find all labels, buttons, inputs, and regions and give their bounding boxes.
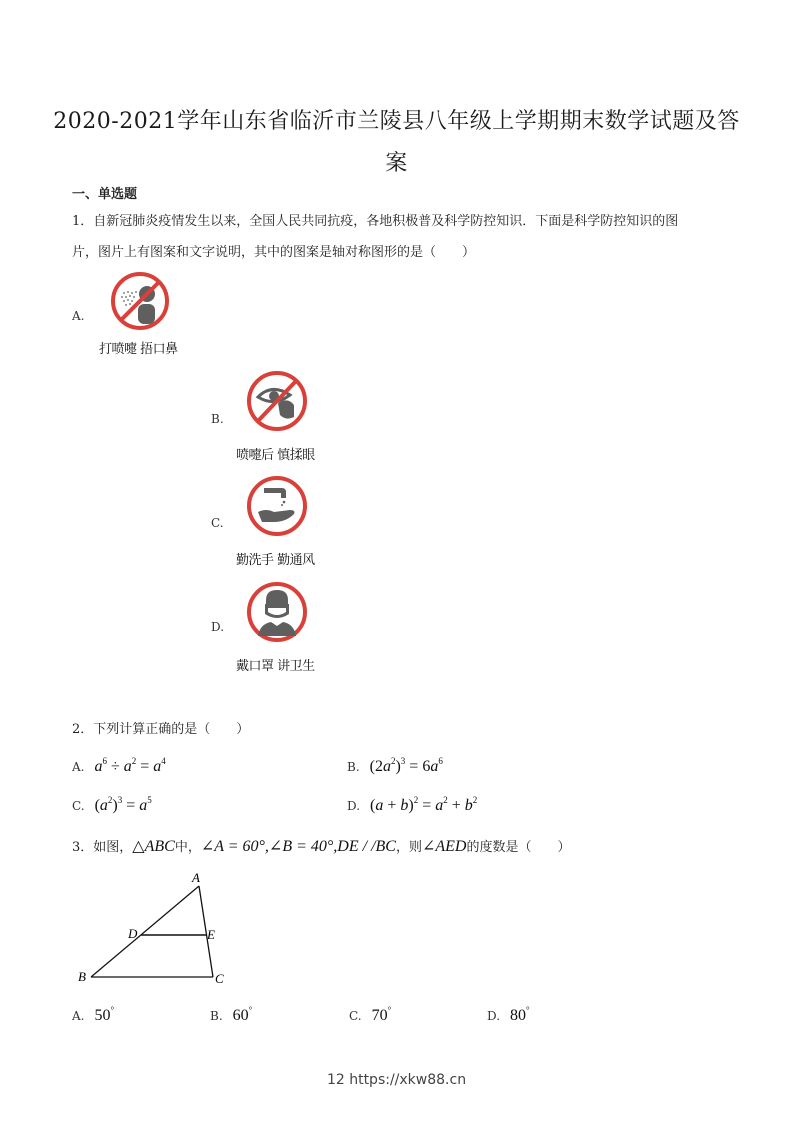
q3-option-c-label: C. (349, 1009, 362, 1023)
q1-option-d-label: D. (211, 620, 225, 634)
label-a: A (192, 870, 200, 885)
q1-option-b-label: B. (211, 412, 224, 426)
q2-option-d-expr: $(a + b)^2 = a^2 + b^2$ (370, 795, 478, 814)
q3-option-d (487, 1005, 530, 1025)
document-title-line2: 案 (385, 151, 408, 176)
q3-option-c-value: 70 (371, 1007, 388, 1024)
q1-option-d-caption: 戴口罩 讲卫生 (236, 659, 315, 674)
q2-option-c-expr: $(a^2)^3 = a^5$ (94, 795, 152, 814)
wash-hands-icon (244, 474, 310, 538)
q3-option-d-value: 80 (510, 1007, 527, 1024)
q2-option-c-label: C. (72, 799, 85, 813)
q3-option-a-label: A. (72, 1009, 85, 1023)
q3-option-c (349, 1005, 391, 1025)
q2-option-b-expr: $(2a^2)^3 = 6a^6$ (369, 756, 443, 775)
q2-option-a-expr: $a^6 \div a^2 = a^4$ (94, 756, 166, 775)
q2-option-b (347, 756, 443, 776)
q2-option-d-label: D. (347, 799, 361, 813)
document-title-line1: 2020-2021学年山东省临沂市兰陵县八年级上学期期末数学试题及答 (53, 109, 740, 134)
question-1-text-line2: 片，图片上有图案和文字说明，其中的图案是轴对称图形的是（ ） (72, 245, 476, 260)
question-1-text-line1: 1．自新冠肺炎疫情发生以来，全国人民共同抗疫，各地积极普及科学防控知识．下面是科学防控知识的图 (72, 214, 679, 229)
q3-option-a (72, 1005, 114, 1025)
q2-option-d (347, 795, 477, 815)
q1-option-a-label: A. (72, 309, 85, 323)
q3-text-suffix2: 的度数是（ ） (466, 840, 571, 855)
q2-option-a (72, 756, 166, 776)
degree-sign: ° (248, 1005, 253, 1015)
section-heading: 一、单选题 (72, 187, 138, 202)
label-c: C (215, 971, 224, 986)
page-footer: 12 https://xkw88.cn (326, 1072, 467, 1088)
label-d: D (128, 926, 138, 941)
q3-option-b-label: B. (210, 1009, 223, 1023)
degree-sign: ° (387, 1005, 392, 1015)
degree-sign: ° (526, 1005, 530, 1015)
q1-option-a-caption: 打喷嚏 捂口鼻 (99, 342, 178, 357)
question-3-text (72, 836, 571, 856)
q3-option-d-label: D. (487, 1009, 501, 1023)
q3-text-suffix1: ，则 (395, 840, 422, 855)
q3-option-a-value: 50 (94, 1007, 111, 1024)
q3-target-angle: ∠AED (421, 838, 467, 855)
no-rub-eyes-icon (244, 369, 310, 433)
degree-sign: ° (110, 1005, 115, 1015)
q3-option-b (210, 1005, 252, 1025)
q3-text-mid: 中， (174, 840, 201, 855)
q1-option-b-caption: 喷嚏后 慎揉眼 (236, 448, 315, 463)
no-sneeze-icon (107, 270, 173, 332)
q3-text-prefix: 3．如图， (72, 840, 133, 855)
label-e: E (207, 927, 215, 942)
q3-option-b-value: 60 (232, 1007, 249, 1024)
q1-option-c-caption: 勤洗手 勤通风 (236, 553, 315, 568)
q3-triangle: △ABC (132, 838, 175, 855)
question-2-text: 2．下列计算正确的是（ ） (72, 722, 250, 737)
triangle-figure (75, 868, 235, 988)
wear-mask-icon (244, 580, 310, 644)
q1-option-c-label: C. (211, 516, 224, 530)
q2-option-b-label: B. (347, 760, 360, 774)
q3-conditions: ∠A = 60°,∠B = 40°,DE / /BC (200, 838, 396, 855)
q2-option-c (72, 795, 152, 815)
label-b: B (78, 969, 86, 984)
q2-option-a-label: A. (72, 760, 85, 774)
